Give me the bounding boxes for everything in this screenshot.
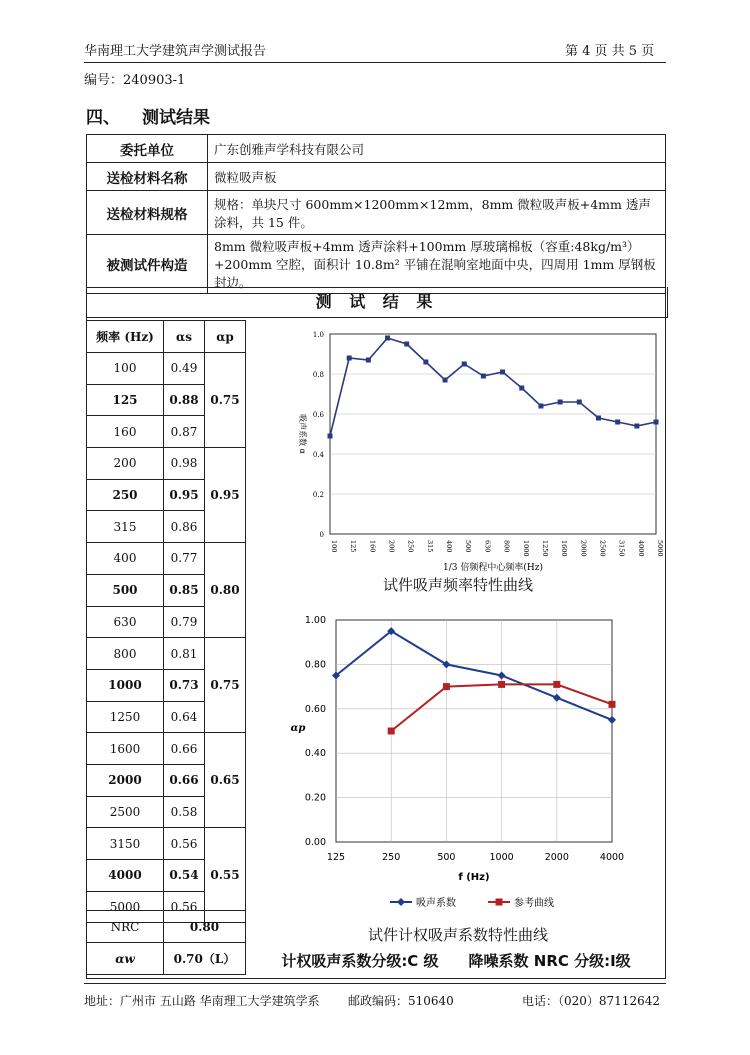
table-row xyxy=(87,733,246,765)
x-tick-label: 500 xyxy=(464,540,473,553)
info-key: 送检材料名称 xyxy=(87,163,208,191)
alpha-s-cell: 0.85 xyxy=(164,574,205,606)
x-tick-label: 1000 xyxy=(489,852,514,863)
alpha-s-cell: 0.64 xyxy=(164,701,205,733)
x-axis-label: 1/3 倍频程中心频率(Hz) xyxy=(443,563,543,572)
y-axis-label: 吸声系数 α xyxy=(298,414,307,454)
alpha-s-cell: 0.56 xyxy=(164,891,205,923)
x-axis-label: f (Hz) xyxy=(458,872,490,883)
x-tick-label: 2000 xyxy=(544,852,569,863)
y-tick-label: 0.6 xyxy=(312,411,324,419)
footer-divider xyxy=(84,983,666,984)
freq-cell: 800 xyxy=(87,638,164,670)
x-tick-label: 630 xyxy=(483,540,492,553)
alpha-s-cell: 0.87 xyxy=(164,416,205,448)
table-row xyxy=(87,353,246,385)
x-tick-label: 160 xyxy=(368,540,377,553)
data-point xyxy=(654,420,659,425)
freq-cell: 500 xyxy=(87,574,164,606)
y-tick-label: 0 xyxy=(319,531,324,539)
legend-marker xyxy=(397,898,405,906)
table-row xyxy=(87,638,246,670)
table-header xyxy=(87,321,246,353)
alpha-s-cell: 0.66 xyxy=(164,764,205,796)
data-point xyxy=(558,400,563,405)
alpha-s-cell: 0.54 xyxy=(164,860,205,892)
x-tick-label: 315 xyxy=(425,540,434,553)
data-point xyxy=(481,374,486,379)
info-row xyxy=(87,191,666,235)
info-value: 8mm 微粒吸声板+4mm 透声涂料+100mm 厚玻璃棉板（容重:48kg/m³）+200mm 空腔，面积计 10.8m² 平铺在混响室地面中央，四周用 1mm 厚钢板封边。 xyxy=(208,235,666,294)
x-tick-label: 125 xyxy=(326,852,346,863)
alpha-p-cell: 0.95 xyxy=(205,448,246,543)
data-point xyxy=(366,358,371,363)
data-point xyxy=(443,683,450,690)
aw-value: 0.70（L） xyxy=(164,943,246,975)
freq-cell: 1600 xyxy=(87,733,164,765)
freq-cell: 2000 xyxy=(87,764,164,796)
data-point xyxy=(615,420,620,425)
data-point xyxy=(553,694,561,702)
info-row xyxy=(87,135,666,163)
data-point xyxy=(498,681,505,688)
info-value: 广东创雅声学科技有限公司 xyxy=(208,135,666,163)
data-point xyxy=(388,728,395,735)
series-line xyxy=(336,631,612,720)
legend-label: 参考曲线 xyxy=(514,898,554,909)
freq-cell: 3150 xyxy=(87,828,164,860)
x-tick-label: 400 xyxy=(445,540,454,553)
alpha-p-cell: 0.75 xyxy=(205,353,246,448)
data-point xyxy=(443,378,448,383)
y-axis-label: αp xyxy=(290,723,306,734)
x-tick-label: 4000 xyxy=(599,852,625,863)
table-row xyxy=(87,828,246,860)
freq-cell: 250 xyxy=(87,479,164,511)
alpha-s-cell: 0.98 xyxy=(164,448,205,480)
data-point xyxy=(577,400,582,405)
x-tick-label: 1000 xyxy=(521,540,530,557)
y-tick-label: 0.60 xyxy=(304,703,326,715)
x-tick-label: 2500 xyxy=(598,540,607,557)
header-divider xyxy=(84,62,666,63)
table-row xyxy=(87,448,246,480)
freq-cell: 200 xyxy=(87,448,164,480)
y-tick-label: 0.2 xyxy=(312,491,324,499)
summary-table xyxy=(86,910,246,975)
data-point xyxy=(500,370,505,375)
alpha-s-cell: 0.81 xyxy=(164,638,205,670)
table-row xyxy=(87,543,246,575)
x-tick-label: 100 xyxy=(330,540,338,553)
alpha-s-cell: 0.77 xyxy=(164,543,205,575)
alpha-p-cell: 0.65 xyxy=(205,733,246,828)
footer-phone: 电话：（020）87112642 xyxy=(522,994,660,1008)
data-point xyxy=(553,681,560,688)
y-tick-label: 1.00 xyxy=(304,615,326,626)
nrc-label: NRC xyxy=(87,911,164,943)
alpha-p-cell: 0.80 xyxy=(205,543,246,638)
data-point xyxy=(423,360,428,365)
y-tick-label: 1.0 xyxy=(312,331,324,339)
info-row xyxy=(87,235,666,294)
series-line xyxy=(330,338,656,436)
plot-frame xyxy=(330,334,656,534)
y-tick-label: 0.80 xyxy=(304,659,326,671)
col-alpha-s: αs xyxy=(164,321,205,353)
freq-cell: 400 xyxy=(87,543,164,575)
chart2-caption: 试件计权吸声系数特性曲线 xyxy=(367,926,548,944)
x-tick-label: 200 xyxy=(387,540,396,553)
x-tick-label: 250 xyxy=(382,852,401,863)
alpha-p-cell: 0.75 xyxy=(205,638,246,733)
alpha-s-cell: 0.58 xyxy=(164,796,205,828)
page-indicator: 第 4 页 共 5 页 xyxy=(565,44,655,59)
x-tick-label: 500 xyxy=(437,852,456,863)
data-point xyxy=(608,716,616,724)
info-key: 被测试件构造 xyxy=(87,235,208,294)
data-point xyxy=(347,356,352,361)
col-alpha-p: αp xyxy=(205,321,246,353)
data-point xyxy=(462,362,467,367)
aw-label: αw xyxy=(87,943,164,975)
section-title: 测试结果 xyxy=(142,108,210,128)
alpha-p-cell: 0.55 xyxy=(205,828,246,923)
freq-cell: 5000 xyxy=(87,891,164,923)
results-title: 测 试 结 果 xyxy=(86,287,668,318)
aw-row xyxy=(87,943,246,975)
y-tick-label: 0.8 xyxy=(312,371,324,379)
col-frequency: 频率 (Hz) xyxy=(87,321,164,353)
alpha-s-cell: 0.86 xyxy=(164,511,205,543)
data-point xyxy=(385,336,390,341)
data-point xyxy=(634,424,639,429)
alpha-s-cell: 0.88 xyxy=(164,384,205,416)
freq-cell: 4000 xyxy=(87,860,164,892)
report-org: 华南理工大学建筑声学测试报告 xyxy=(84,44,267,59)
alpha-s-cell: 0.56 xyxy=(164,828,205,860)
nrc-value: 0.80 xyxy=(164,911,246,943)
freq-cell: 315 xyxy=(87,511,164,543)
x-tick-label: 1250 xyxy=(540,540,549,557)
report-number: 编号：240903-1 xyxy=(84,73,186,88)
alpha-s-cell: 0.73 xyxy=(164,669,205,701)
section-heading xyxy=(86,103,232,128)
absorption-table xyxy=(86,320,246,923)
x-tick-label: 250 xyxy=(406,540,415,553)
x-tick-label: 3150 xyxy=(617,540,626,557)
freq-cell: 160 xyxy=(87,416,164,448)
data-point xyxy=(498,672,506,680)
alpha-s-cell: 0.66 xyxy=(164,733,205,765)
x-tick-label: 1600 xyxy=(560,540,569,557)
data-point xyxy=(609,701,616,708)
freq-cell: 1250 xyxy=(87,701,164,733)
footer-address: 地址：广州市 五山路 华南理工大学建筑学系 xyxy=(84,994,320,1008)
info-key: 送检材料规格 xyxy=(87,191,208,235)
info-key: 委托单位 xyxy=(87,135,208,163)
x-tick-label: 5000 xyxy=(656,540,664,557)
classification-text: 计权吸声系数分级:C 级 降噪系数 NRC 分级:Ⅰ级 xyxy=(281,952,631,970)
section-number: 四、 xyxy=(86,108,120,128)
data-point xyxy=(328,434,333,439)
alpha-s-cell: 0.95 xyxy=(164,479,205,511)
x-tick-label: 2000 xyxy=(579,540,588,557)
y-tick-label: 0.40 xyxy=(304,748,326,760)
freq-cell: 630 xyxy=(87,606,164,638)
weighted-chart xyxy=(250,608,666,920)
legend-marker xyxy=(496,899,503,906)
plot-frame xyxy=(336,620,612,842)
y-tick-label: 0.4 xyxy=(312,451,324,459)
x-tick-label: 4000 xyxy=(636,540,645,557)
x-tick-label: 800 xyxy=(502,540,511,553)
info-value: 微粒吸声板 xyxy=(208,163,666,191)
freq-cell: 100 xyxy=(87,353,164,385)
freq-cell: 125 xyxy=(87,384,164,416)
y-tick-label: 0.20 xyxy=(304,792,326,804)
chart1-caption: 试件吸声频率特性曲线 xyxy=(382,576,533,594)
freq-cell: 1000 xyxy=(87,669,164,701)
data-point xyxy=(519,386,524,391)
freq-cell: 2500 xyxy=(87,796,164,828)
footer-postcode: 邮政编码：510640 xyxy=(348,994,454,1008)
info-row xyxy=(87,163,666,191)
data-point xyxy=(538,404,543,409)
legend-label: 吸声系数 xyxy=(416,898,456,909)
sample-info-table xyxy=(86,134,666,294)
x-tick-label: 125 xyxy=(349,540,358,553)
info-value: 规格：单块尺寸 600mm×1200mm×12mm，8mm 微粒吸声板+4mm 透声涂料，共 15 件。 xyxy=(208,191,666,235)
frequency-chart xyxy=(250,322,666,572)
data-point xyxy=(596,416,601,421)
y-tick-label: 0.00 xyxy=(304,837,326,848)
nrc-row xyxy=(87,911,246,943)
data-point xyxy=(404,342,409,347)
alpha-s-cell: 0.49 xyxy=(164,353,205,385)
alpha-s-cell: 0.79 xyxy=(164,606,205,638)
